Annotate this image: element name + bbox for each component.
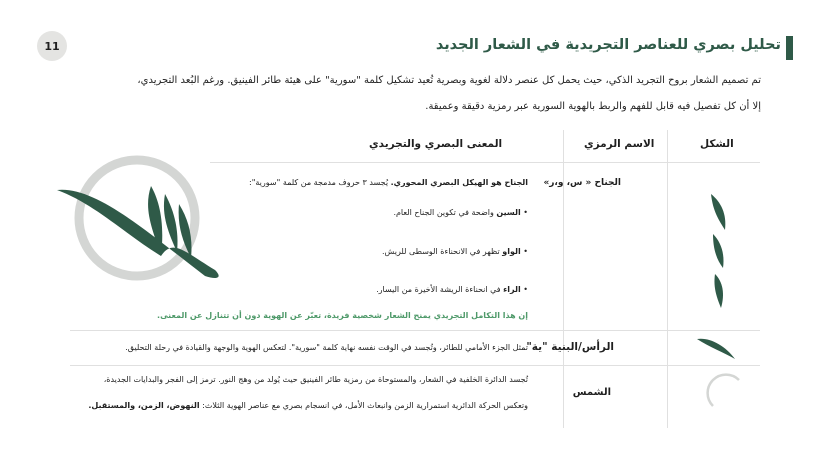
phoenix-logo (55, 160, 225, 285)
sun-symbol-name: الشمس (572, 387, 611, 398)
wing-bullet-2 (382, 247, 528, 256)
head-shape-icon (695, 333, 737, 361)
sun-circle-icon (705, 372, 747, 414)
column-divider-2 (667, 130, 668, 428)
logo-sun-circle (79, 160, 195, 276)
sun-meaning-line-2 (88, 401, 528, 410)
column-divider-1 (563, 130, 564, 428)
sun-meaning-bold: النهوض، الزمن، والمستقبل. (88, 401, 200, 410)
head-symbol-name: الرأس/البنية "ية" (526, 341, 614, 353)
sun-meaning-rest: وتعكس الحركة الدائرية استمرارية الزمن وانبعاث الأمل، في انسجام بصري مع عناصر الهوية الثلاث: (199, 401, 528, 410)
bullet-mark: • (520, 247, 528, 256)
wing-bullet-1 (393, 208, 528, 217)
wing-bullet-3-rest: في انحناءة الريشة الأخيرة من اليسار. (376, 285, 504, 294)
row-divider-1 (70, 330, 760, 331)
wing-bullet-1-bold: السين (496, 208, 521, 217)
wing-symbol-name: الجناح « س، و،ر» (543, 178, 621, 188)
row-divider-2 (70, 365, 760, 366)
wing-lead-rest: يُجسد ٣ حروف مدمجة من كلمة "سورية": (249, 178, 391, 187)
intro-line-2: إلا أن كل تفصيل فيه قابل للفهم والربط بالهوية السورية عبر رمزية دقيقة وعميقة. (425, 101, 761, 112)
head-meaning: تمثل الجزء الأمامي للطائر، وتُجسد في الوقت نفسه نهاية كلمة "سورية". لتعكس الهوية والوجهة والقيادة في رحلة التحليق. (125, 343, 528, 352)
intro-line-1: تم تصميم الشعار بروح التجريد الذكي، حيث يحمل كل عنصر دلالة لغوية وبصرية تُعيد تشكيل كلمة "سورية" على هيئة طائر الفينيق. ورغم البُعد التجريدي، (137, 75, 761, 86)
title-accent-bar (786, 36, 793, 60)
feather-ra (714, 274, 723, 308)
wing-bullet-2-bold: الواو (502, 247, 521, 256)
header-divider (210, 162, 760, 163)
header-symbolic-name: الاسم الرمزي (584, 138, 655, 150)
bullet-mark: • (520, 285, 528, 294)
wing-feathers-icon (705, 190, 735, 310)
header-shape: الشكل (700, 138, 734, 150)
wing-bullet-3 (376, 285, 528, 294)
wing-bullet-2-rest: تظهر في الانحناءة الوسطى للريش. (381, 247, 503, 256)
feather-sin (711, 194, 725, 230)
sun-meaning-line-1: تُجسد الدائرة الخلفية في الشعار، والمستوحاة من رمزية طائر الفينيق حيث يُولد من وهج النور. ترمز إلى الفجر والبدايات الجديدة، (103, 375, 528, 384)
bullet-mark: • (520, 208, 528, 217)
logo-feather-2 (164, 194, 178, 252)
feather-waw (713, 234, 724, 268)
wing-lead-text (249, 178, 528, 187)
page-title: تحليل بصري للعناصر التجريدية في الشعار الجديد (435, 37, 781, 53)
wing-lead-bold: الجناح هو الهيكل البصري المحوري. (390, 178, 528, 187)
wing-bullet-3-bold: الراء (503, 285, 521, 294)
head-shape (697, 339, 735, 359)
sun-arc (708, 375, 739, 406)
wing-bullet-1-rest: واضحة في تكوين الجناح العام. (393, 208, 497, 217)
wing-conclusion: إن هذا التكامل التجريدي يمنح الشعار شخصية فريدة، تعبّر عن الهوية دون أن تتنازل عن المعنى. (157, 311, 528, 320)
header-meaning: المعنى البصري والتجريدي (369, 138, 503, 150)
page-number: 11 (37, 31, 67, 61)
